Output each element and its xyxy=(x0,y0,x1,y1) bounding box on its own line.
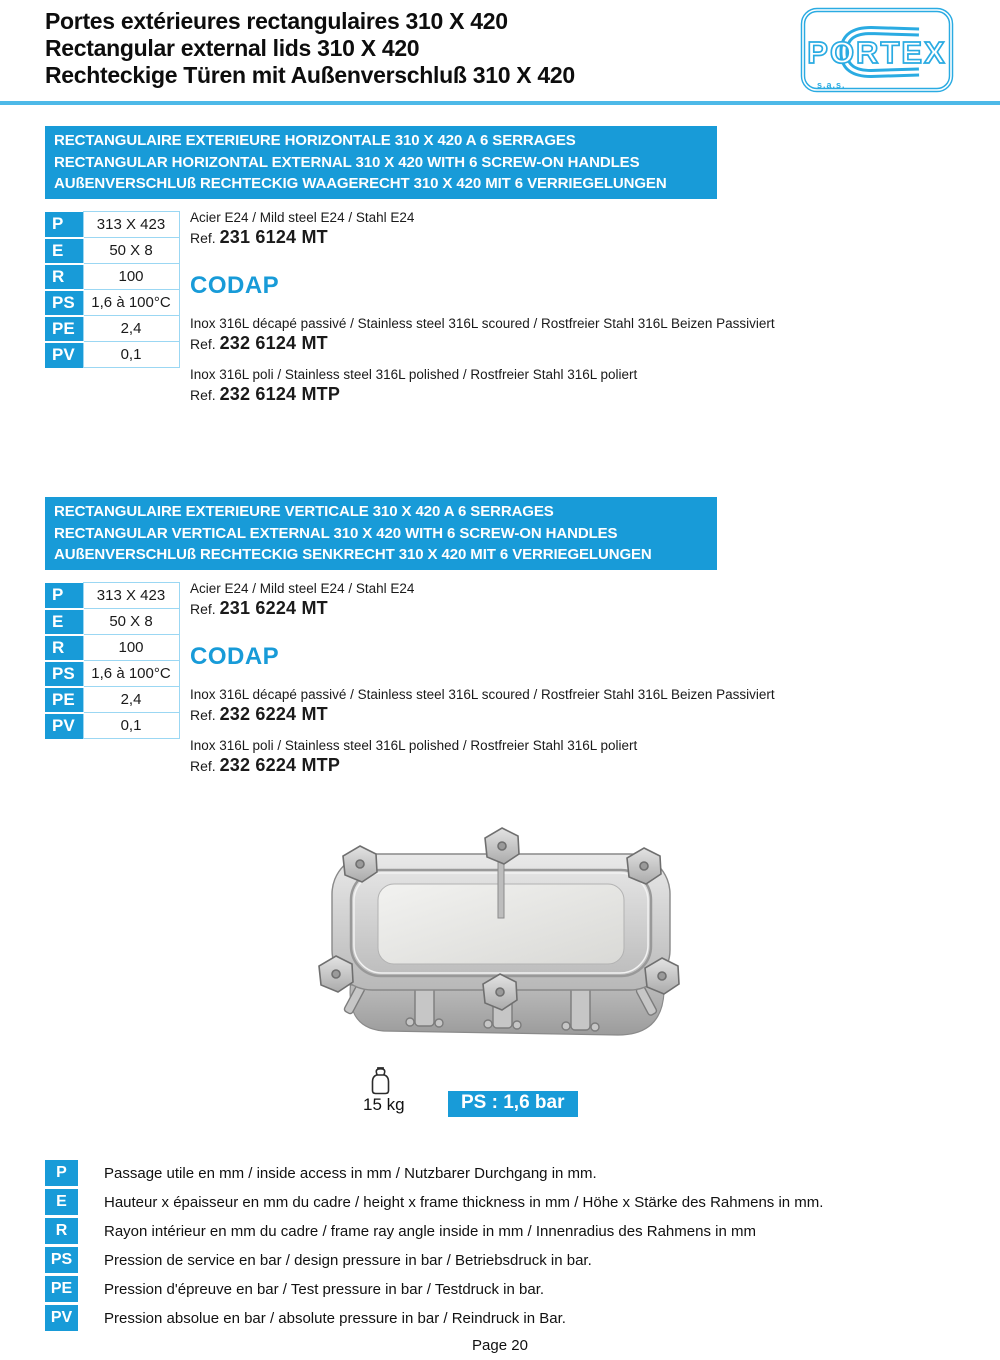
ref-number: 232 6124 MTP xyxy=(219,384,341,404)
portex-logo-subtext: s.a.s. xyxy=(817,80,846,90)
material-ref xyxy=(190,333,810,354)
legend xyxy=(45,1160,965,1334)
codap-heading: CODAP xyxy=(190,272,280,299)
spec-table-vertical xyxy=(45,582,180,739)
spec-table-horizontal xyxy=(45,211,180,368)
spec-key-r: R xyxy=(45,264,83,290)
material-desc: Inox 316L poli / Stainless steel 316L polished / Rostfreier Stahl 316L poliert xyxy=(190,367,638,382)
legend-key-pv: PV xyxy=(45,1305,78,1331)
page-title-en: Rectangular external lids 310 X 420 xyxy=(45,35,420,61)
spec-key-p: P xyxy=(45,212,83,238)
spec-value-e: 50 X 8 xyxy=(83,238,179,264)
spec-row xyxy=(45,290,179,316)
spec-row xyxy=(45,609,179,635)
header-divider xyxy=(0,101,1000,105)
pressure-badge: PS : 1,6 bar xyxy=(448,1091,578,1117)
legend-key-e: E xyxy=(45,1189,78,1215)
legend-row-ps xyxy=(45,1247,965,1273)
spec-key-r: R xyxy=(45,635,83,661)
spec-row xyxy=(45,316,179,342)
spec-value-pv: 0,1 xyxy=(83,342,179,368)
spec-key-ps: PS xyxy=(45,290,83,316)
legend-text-r: Rayon intérieur en mm du cadre / frame ray angle inside in mm / Innenradius des Rahmens in mm xyxy=(104,1222,756,1240)
section-horizontal xyxy=(0,126,1000,426)
material-ref xyxy=(190,227,810,248)
section-horizontal-banner xyxy=(45,126,717,199)
spec-key-e: E xyxy=(45,609,83,635)
ref-number: 232 6224 MTP xyxy=(219,755,341,775)
legend-text-pv: Pression absolue en bar / absolute pressure in bar / Reindruck in Bar. xyxy=(104,1309,566,1327)
spec-key-pv: PV xyxy=(45,713,83,739)
banner-line-en: RECTANGULAR VERTICAL EXTERNAL 310 X 420 WITH 6 SCREW-ON HANDLES xyxy=(54,524,618,542)
spec-key-pe: PE xyxy=(45,687,83,713)
spec-value-pe: 2,4 xyxy=(83,316,179,342)
spec-key-ps: PS xyxy=(45,661,83,687)
banner-line-fr: RECTANGULAIRE EXTERIEURE HORIZONTALE 310 X 420 A 6 SERRAGES xyxy=(54,132,576,149)
legend-row-p xyxy=(45,1160,965,1186)
legend-row-e xyxy=(45,1189,965,1215)
codap-heading: CODAP xyxy=(190,643,280,670)
spec-value-pv: 0,1 xyxy=(83,713,179,739)
legend-key-pe: PE xyxy=(45,1276,78,1302)
spec-key-e: E xyxy=(45,238,83,264)
spec-row xyxy=(45,583,179,609)
material-ref xyxy=(190,704,810,725)
ref-label: Ref. xyxy=(190,230,216,246)
spec-row xyxy=(45,212,179,238)
hatch-illustration-icon xyxy=(306,824,694,1068)
legend-row-pv xyxy=(45,1305,965,1331)
spec-key-p: P xyxy=(45,583,83,609)
spec-value-ps: 1,6 à 100°C xyxy=(83,661,179,687)
ref-label: Ref. xyxy=(190,387,216,403)
banner-line-de: AUßENVERSCHLUß RECHTECKIG SENKRECHT 310 X 420 MIT 6 VERRIEGELUNGEN xyxy=(54,546,652,563)
ref-number: 232 6124 MT xyxy=(219,333,328,353)
banner-line-en: RECTANGULAR HORIZONTAL EXTERNAL 310 X 420 WITH 6 SCREW-ON HANDLES xyxy=(54,153,640,171)
material-ref xyxy=(190,755,810,776)
section-vertical-banner xyxy=(45,497,717,570)
legend-text-e: Hauteur x épaisseur en mm du cadre / height x frame thickness in mm / Höhe x Stärke des Rahmens in mm. xyxy=(104,1193,824,1211)
page-title-de: Rechteckige Türen mit Außenverschluß 310 X 420 xyxy=(45,62,575,88)
portex-logo-text: PORTEX xyxy=(807,35,947,70)
spec-row xyxy=(45,713,179,739)
spec-value-p: 313 X 423 xyxy=(83,583,179,609)
section-vertical xyxy=(0,497,1000,797)
weight-icon xyxy=(368,1066,393,1095)
material-ref xyxy=(190,598,810,619)
legend-text-p: Passage utile en mm / inside access in mm / Nutzbarer Durchgang in mm. xyxy=(104,1164,597,1182)
page-title-fr: Portes extérieures rectangulaires 310 X 420 xyxy=(45,8,508,34)
product-photo xyxy=(306,824,694,1068)
spec-value-pe: 2,4 xyxy=(83,687,179,713)
ref-label: Ref. xyxy=(190,336,216,352)
material-desc: Inox 316L décapé passivé / Stainless steel 316L scoured / Rostfreier Stahl 316L Beizen Passiviert xyxy=(190,687,775,702)
spec-value-r: 100 xyxy=(83,635,179,661)
page-title xyxy=(45,8,575,89)
portex-logo xyxy=(799,3,955,97)
weight-label: 15 kg xyxy=(363,1095,405,1114)
spec-value-r: 100 xyxy=(83,264,179,290)
spec-value-ps: 1,6 à 100°C xyxy=(83,290,179,316)
spec-row xyxy=(45,635,179,661)
page-number: Page 20 xyxy=(472,1337,528,1354)
spec-row xyxy=(45,661,179,687)
material-ref xyxy=(190,384,810,405)
spec-key-pv: PV xyxy=(45,342,83,368)
spec-key-pe: PE xyxy=(45,316,83,342)
ref-number: 232 6224 MT xyxy=(219,704,328,724)
ref-label: Ref. xyxy=(190,758,216,774)
material-desc: Inox 316L décapé passivé / Stainless steel 316L scoured / Rostfreier Stahl 316L Beizen Passiviert xyxy=(190,316,775,331)
material-desc: Inox 316L poli / Stainless steel 316L polished / Rostfreier Stahl 316L poliert xyxy=(190,738,638,753)
spec-value-p: 313 X 423 xyxy=(83,212,179,238)
material-column-vertical xyxy=(190,581,810,776)
material-desc: Acier E24 / Mild steel E24 / Stahl E24 xyxy=(190,581,415,596)
legend-key-r: R xyxy=(45,1218,78,1244)
material-column-horizontal xyxy=(190,210,810,405)
legend-key-p: P xyxy=(45,1160,78,1186)
legend-row-pe xyxy=(45,1276,965,1302)
portex-logo-icon xyxy=(799,3,955,97)
spec-row xyxy=(45,687,179,713)
spec-value-e: 50 X 8 xyxy=(83,609,179,635)
spec-row xyxy=(45,342,179,368)
banner-line-fr: RECTANGULAIRE EXTERIEURE VERTICALE 310 X 420 A 6 SERRAGES xyxy=(54,503,554,520)
legend-text-pe: Pression d'épreuve en bar / Test pressure in bar / Testdruck in bar. xyxy=(104,1280,545,1298)
ref-label: Ref. xyxy=(190,601,216,617)
legend-row-r xyxy=(45,1218,965,1244)
legend-text-ps: Pression de service en bar / design pressure in bar / Betriebsdruck in bar. xyxy=(104,1251,592,1269)
spec-row xyxy=(45,238,179,264)
ref-number: 231 6124 MT xyxy=(219,227,328,247)
material-desc: Acier E24 / Mild steel E24 / Stahl E24 xyxy=(190,210,415,225)
spec-row xyxy=(45,264,179,290)
banner-line-de: AUßENVERSCHLUß RECHTECKIG WAAGERECHT 310 X 420 MIT 6 VERRIEGELUNGEN xyxy=(54,175,667,192)
ref-label: Ref. xyxy=(190,707,216,723)
ref-number: 231 6224 MT xyxy=(219,598,328,618)
legend-key-ps: PS xyxy=(45,1247,78,1273)
